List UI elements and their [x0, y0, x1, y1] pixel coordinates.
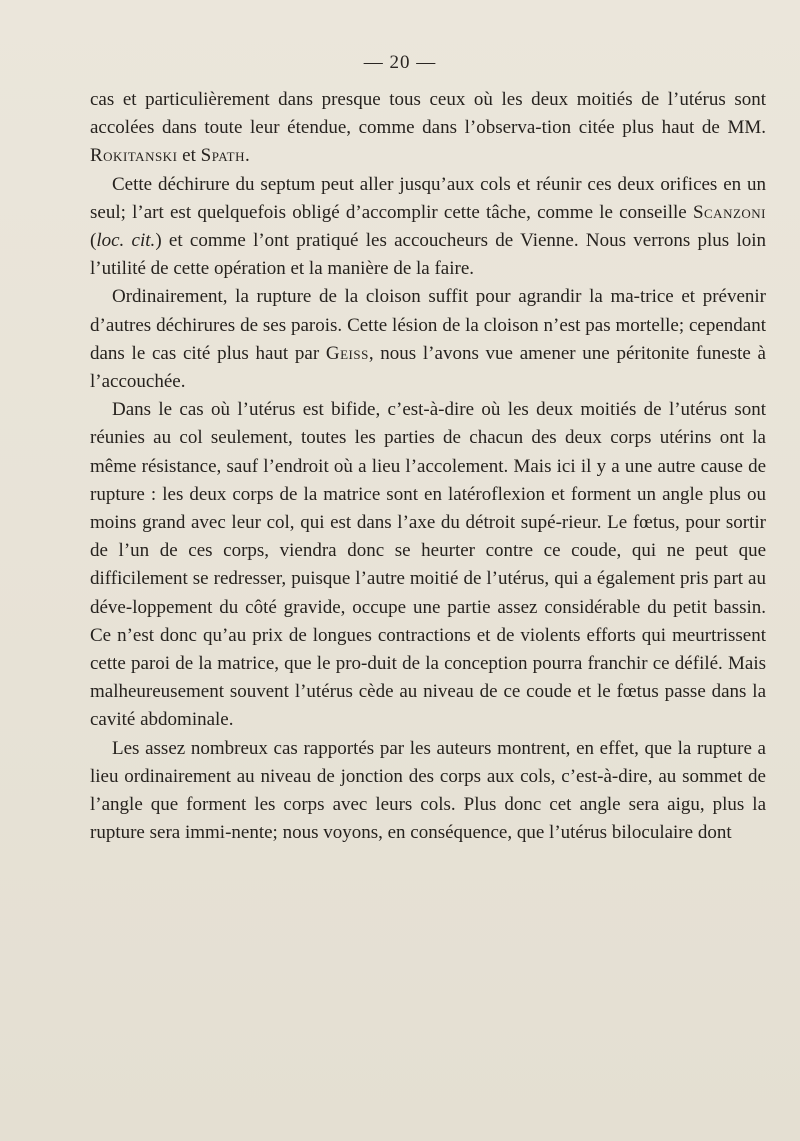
author-name: Rokitanski — [90, 145, 178, 167]
text-run: Les assez nombreux cas rapportés par les auteurs montrent, en effet, que la rupture a lieu ordinairement au niveau de jonction des corps aux cols, c’est-à-dire, au sommet de l’angle que forment les corps avec leurs cols. Plus donc cet angle sera aigu, plus la rupture sera immi-nente; nous voyons, en conséquence, que l’utérus biloculaire dont — [90, 737, 766, 844]
text-run: , nous l’avons vue amener une péritonite funeste à l’accouchée. — [90, 342, 766, 393]
paragraph — [90, 171, 766, 284]
paragraph — [90, 735, 766, 848]
author-name: Geiss — [325, 342, 369, 364]
text-run: ( — [90, 230, 97, 252]
author-name: Spath — [200, 145, 246, 167]
text-run: ) et comme l’ont pratiqué les accoucheurs de Vienne. Nous verrons plus loin l’utilité de cette opération et la manière de la faire. — [90, 230, 767, 280]
body-text — [90, 86, 766, 847]
text-run: Ordinairement, la rupture de la cloison suffit pour agrandir la ma-trice et prévenir d’autres déchirures de ses parois. Cette lésion de la cloison n’est pas mortelle; cependant dans le cas cité plus haut par — [90, 286, 766, 364]
paragraph — [90, 283, 766, 396]
text-run: Cette déchirure du septum peut aller jusqu’aux cols et réunir ces deux orifices en un seul; l’art est quelquefois obligé d’accomplir cette tâche, comme le conseille — [90, 173, 766, 223]
text-run: et — [177, 145, 201, 167]
page-number: — 20 — — [363, 52, 437, 73]
text-run: Dans le cas où l’utérus est bifide, c’est-à-dire où les deux moitiés de l’utérus sont réunies au col seulement, toutes les parties de chacun des deux corps utérins ont la même résistance, sauf l’endroit où a lieu l’accolement. Mais ici il y a une autre cause de rupture : les deux corps de la matrice sont en latéroflexion et forment un angle plus ou moins grand avec leur col, qui est dans l’axe du détroit supé-rieur. Le fœtus, pour sortir de l’un de ces corps, viendra donc se heurter contre ce coude, qui ne peut que difficilement se redresser, puisque l’autre moitié de l’utérus, qui a également pris part au déve-loppement du côté gravide, occupe une partie assez considérable du petit bassin. Ce n’est donc qu’au prix de longues contractions et de violents efforts qui meurtrissent cette paroi de la matrice, que le pro-duit de la conception pourra franchir ce défilé. Mais malheureusement souvent l’utérus cède au niveau de ce coude et le fœtus passe dans la cavité abdominale. — [90, 399, 766, 731]
text-run: . — [245, 145, 250, 167]
citation-italic: loc. cit. — [96, 230, 156, 252]
paragraph — [90, 396, 766, 734]
author-name: Scanzoni — [692, 201, 766, 223]
text-run: cas et particulièrement dans presque tous ceux où les deux moitiés de l’utérus sont accolées dans toute leur étendue, comme dans l’observa-tion citée plus haut de MM. — [90, 89, 766, 139]
paragraph — [90, 86, 766, 171]
